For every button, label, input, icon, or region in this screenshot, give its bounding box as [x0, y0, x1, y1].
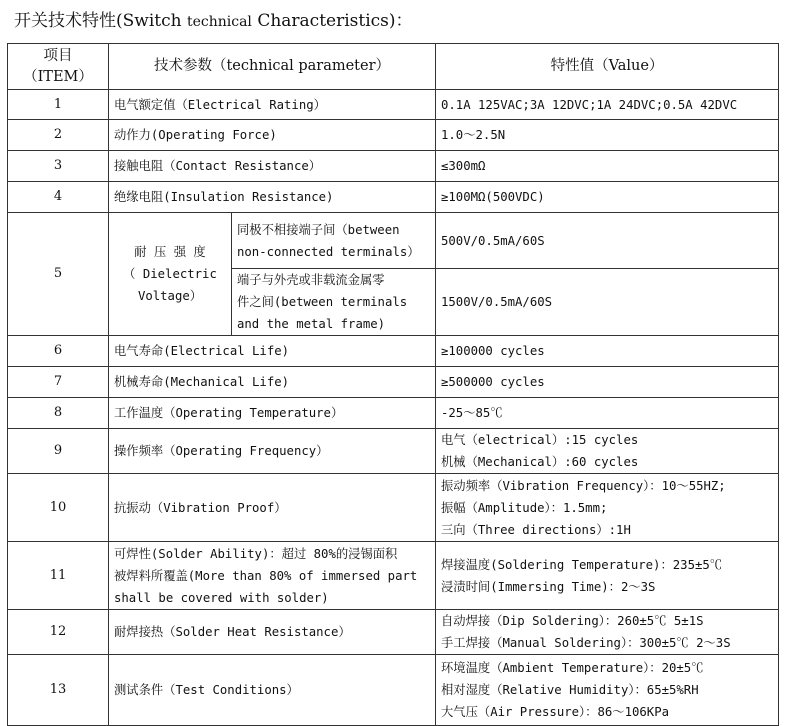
- header-value: 特性值（Value）: [436, 44, 779, 90]
- cell-line: 机械（Mechanical）:60 cycles: [441, 455, 639, 469]
- param-cell: 电气额定值（Electrical Rating）: [109, 90, 436, 120]
- cell-line: ≤300mΩ: [441, 159, 486, 173]
- cell-line: 浸渍时间(Immersing Time)：2～3S: [441, 579, 656, 594]
- cell-line: 电气（electrical）:15 cycles: [441, 433, 639, 447]
- value-cell: [436, 120, 779, 151]
- cell-line: 环境温度（Ambient Temperature）：20±5℃: [441, 661, 704, 675]
- cell-line: （ Dielectric: [123, 267, 217, 281]
- cell-line: 振动频率（Vibration Frequency）：10～55HZ;: [441, 478, 726, 493]
- cell-line: 自动焊接（Dip Soldering）：260±5℃ 5±1S: [441, 614, 704, 628]
- table-row: [8, 336, 779, 367]
- table-row: [8, 542, 779, 610]
- value-cell: [436, 182, 779, 213]
- item-number: 13: [8, 655, 109, 726]
- table-row: [8, 429, 779, 474]
- sub-param-cell: [232, 213, 436, 269]
- table-row: [8, 367, 779, 398]
- title-main: 开关技术特性(Switch: [14, 11, 187, 31]
- value-cell: [436, 90, 779, 120]
- param-cell: 耐焊接热（Solder Heat Resistance）: [109, 610, 436, 655]
- table-row: [8, 474, 779, 542]
- cell-line: -25～85℃: [441, 406, 503, 420]
- cell-line: 振幅（Amplitude）：1.5mm;: [441, 500, 608, 515]
- header-item-en: （ITEM）: [23, 68, 93, 85]
- item-number: 9: [8, 429, 109, 474]
- header-item: [8, 44, 109, 90]
- param-cell: 绝缘电阻(Insulation Resistance): [109, 182, 436, 213]
- cell-line: shall be covered with solder): [114, 590, 329, 605]
- cell-line: non-connected terminals）: [237, 244, 420, 259]
- item-number: 2: [8, 120, 109, 151]
- value-cell: [436, 610, 779, 655]
- table-row: [8, 90, 779, 120]
- item-number: 5: [8, 213, 109, 336]
- item-number: 11: [8, 542, 109, 610]
- cell-line: 相对湿度（Relative Humidity）：65±5%RH: [441, 683, 699, 697]
- cell-line: 三向（Three directions）:1H: [441, 522, 631, 537]
- item-number: 12: [8, 610, 109, 655]
- value-cell: [436, 151, 779, 182]
- cell-line: 耐 压 强 度: [134, 245, 206, 259]
- title-rest: Characteristics)：: [251, 11, 413, 31]
- table-header-row: [8, 44, 779, 90]
- item-number: 6: [8, 336, 109, 367]
- item-number: 1: [8, 90, 109, 120]
- header-param: 技术参数（technical parameter）: [109, 44, 436, 90]
- page-title: [14, 6, 413, 31]
- item-number: 3: [8, 151, 109, 182]
- value-cell: 500V/0.5mA/60S: [436, 213, 779, 269]
- cell-line: 同极不相接端子间（between: [237, 222, 400, 237]
- table-row: [8, 610, 779, 655]
- cell-line: and the metal frame): [237, 317, 386, 331]
- table-row: [8, 120, 779, 151]
- param-cell: 动作力(Operating Force): [109, 120, 436, 151]
- cell-line: 大气压（Air Pressure）：86～106KPa: [441, 705, 669, 719]
- cell-line: Voltage）: [137, 289, 203, 303]
- cell-line: 0.1A 125VAC;3A 12DVC;1A 24DVC;0.5A 42DVC: [441, 97, 738, 112]
- item-number: 7: [8, 367, 109, 398]
- sub-param-cell: [232, 269, 436, 336]
- cell-line: ≥500000 cycles: [441, 375, 545, 389]
- param-cell: [109, 542, 436, 610]
- cell-line: 1.0～2.5N: [441, 128, 506, 142]
- param-cell: 操作频率（Operating Frequency）: [109, 429, 436, 474]
- table-row: [8, 213, 779, 269]
- value-cell: [436, 336, 779, 367]
- cell-line: ≥100000 cycles: [441, 344, 545, 358]
- value-cell: [436, 542, 779, 610]
- param-cell: 机械寿命(Mechanical Life): [109, 367, 436, 398]
- cell-line: 件之间(between terminals: [237, 295, 408, 309]
- cell-line: 可焊性(Solder Ability)：超过 80%的浸锡面积: [114, 546, 398, 561]
- param-cell: 接触电阻（Contact Resistance）: [109, 151, 436, 182]
- value-cell: [436, 429, 779, 474]
- value-cell: [436, 655, 779, 726]
- table-row: [8, 151, 779, 182]
- value-cell: [436, 398, 779, 429]
- value-cell: [436, 367, 779, 398]
- param-cell: 工作温度（Operating Temperature）: [109, 398, 436, 429]
- param-cell: [109, 213, 232, 336]
- param-cell: 电气寿命(Electrical Life): [109, 336, 436, 367]
- cell-line: 手工焊接（Manual Soldering）：300±5℃ 2～3S: [441, 636, 731, 650]
- cell-line: ≥100MΩ(500VDC): [441, 190, 545, 204]
- item-number: 4: [8, 182, 109, 213]
- item-number: 8: [8, 398, 109, 429]
- header-item-cn: 项目: [43, 47, 73, 64]
- cell-line: 焊接温度(Soldering Temperature)：235±5℃: [441, 557, 723, 572]
- table-body: [8, 90, 779, 726]
- table-row: [8, 655, 779, 726]
- title-small: technical: [186, 14, 252, 30]
- table-row: [8, 398, 779, 429]
- spec-table: [7, 43, 779, 726]
- value-cell: [436, 474, 779, 542]
- param-cell: 测试条件（Test Conditions）: [109, 655, 436, 726]
- cell-line: 被焊料所覆盖(More than 80% of immersed part: [114, 568, 418, 583]
- cell-line: 端子与外壳或非载流金属零: [237, 273, 385, 287]
- table-row: [8, 182, 779, 213]
- value-cell: 1500V/0.5mA/60S: [436, 269, 779, 336]
- param-cell: 抗振动（Vibration Proof）: [109, 474, 436, 542]
- item-number: 10: [8, 474, 109, 542]
